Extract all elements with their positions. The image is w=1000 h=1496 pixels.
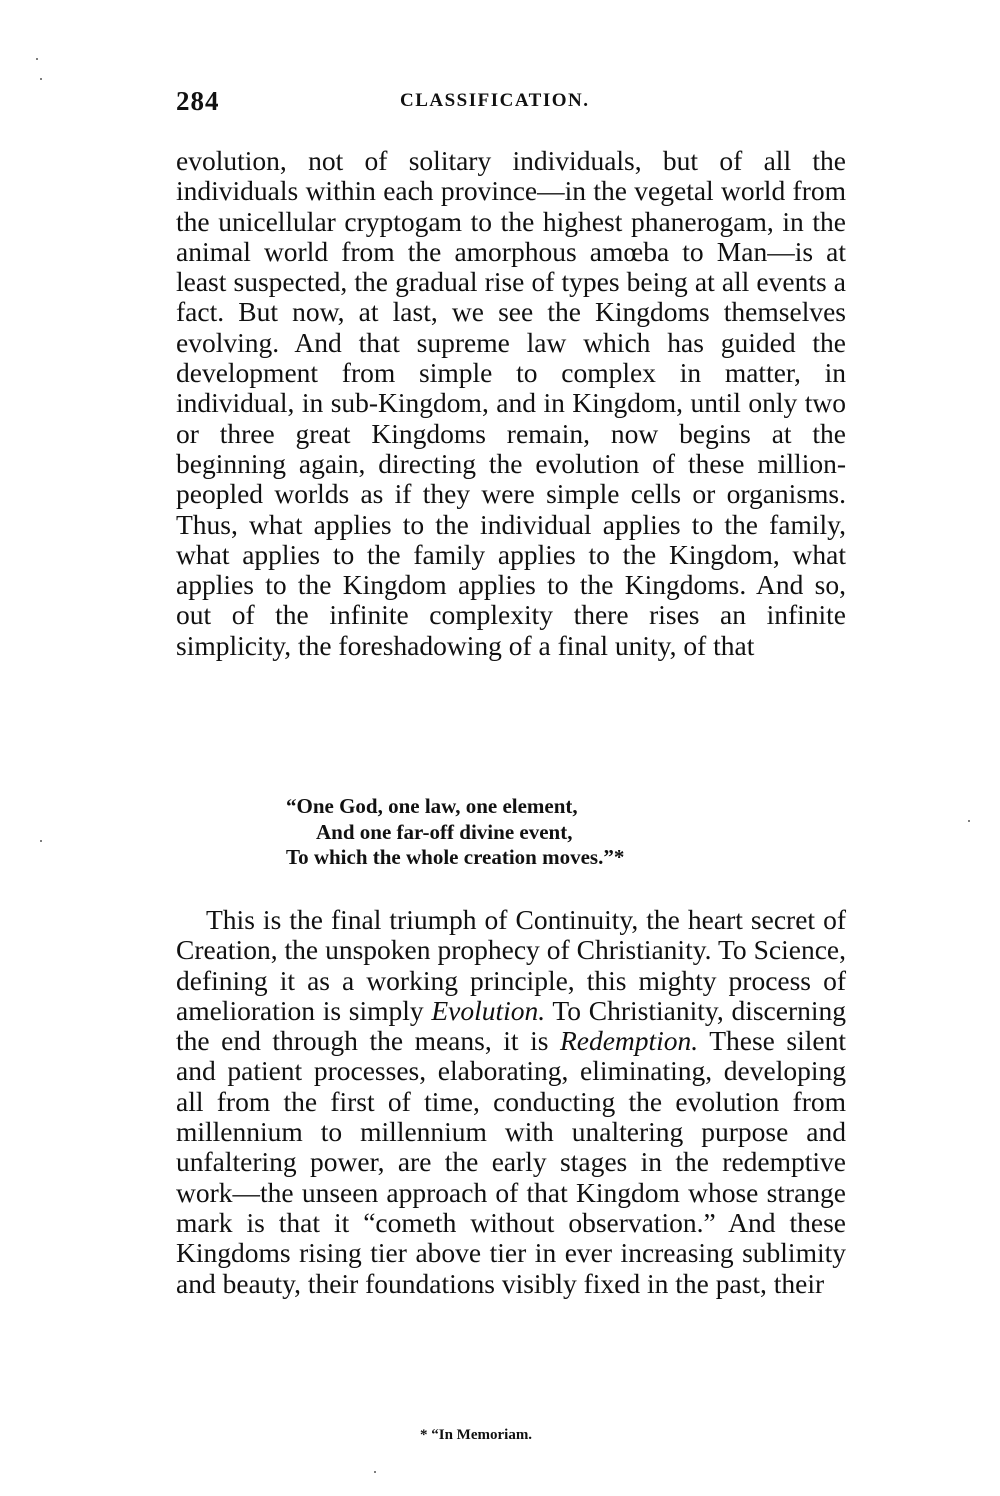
quote-line: “One God, one law, one element, xyxy=(286,794,578,818)
body-paragraph-2 xyxy=(176,905,846,1299)
quote-line: And one far-off divine event, xyxy=(316,819,573,844)
italic-term-evolution: Evolution. xyxy=(431,994,546,1026)
footnote: * “In Memoriam. xyxy=(420,1427,533,1443)
paper-speck xyxy=(374,1471,376,1473)
paper-speck xyxy=(40,840,42,842)
running-head: CLASSIFICATION. xyxy=(400,90,590,111)
body-paragraph-1: evolution, not of solitary individuals, but of all the individuals within each province—in the vegetal world from the unicellular cryptogam to the highest phanerogam, in the animal world from the amorphous amœba to Man—is at least suspected, the gradual rise of types being at all events a fact. But now, at last, we see the Kingdoms themselves evolving. And that supreme law which has guided the development from simple to complex in matter, in individual, in sub-Kingdom, and in Kingdom, until only two or three great Kingdoms remain, now begins at the beginning again, directing the evolution of these million-peopled worlds as if they were simple cells or organisms. Thus, what applies to the individual applies to the family, what applies to the family applies to the Kingdom, what applies to the Kingdom applies to the Kingdoms. And so, out of the infinite complexity there rises an infinite simplicity, the foreshadowing of a final unity, of that xyxy=(176,145,846,661)
page-number: 284 xyxy=(176,86,220,116)
paragraph-2-text: To Christianity, discerning the end through the means, it is xyxy=(176,994,846,1057)
poem-quotation xyxy=(286,794,766,871)
paper-speck xyxy=(968,820,970,822)
paragraph-2-text: These silent and patient processes, elaborating, eliminating, developing all from the first of time, conducting the evolution from millennium to millennium with unaltering purpose and unfaltering power, are the early stages in the redemptive work—the unseen approach of that Kingdom whose strange mark is that it “cometh without observation.” And these Kingdoms rising tier above tier in ever increasing sublimity and beauty, their foundations visibly fixed in the past, their xyxy=(176,1025,847,1299)
paper-speck xyxy=(40,78,42,80)
quote-line: To which the whole creation moves.”* xyxy=(286,845,625,869)
italic-term-redemption: Redemption. xyxy=(559,1025,699,1057)
paragraph-2-text: This is the final triumph of Continuity, the heart secret of Creation, the unspoken prophecy of Christianity. To Science, defining it as a working principle, this mighty process of amelioration is simply xyxy=(176,904,846,1026)
page-header xyxy=(176,86,846,118)
paper-speck xyxy=(36,58,38,60)
